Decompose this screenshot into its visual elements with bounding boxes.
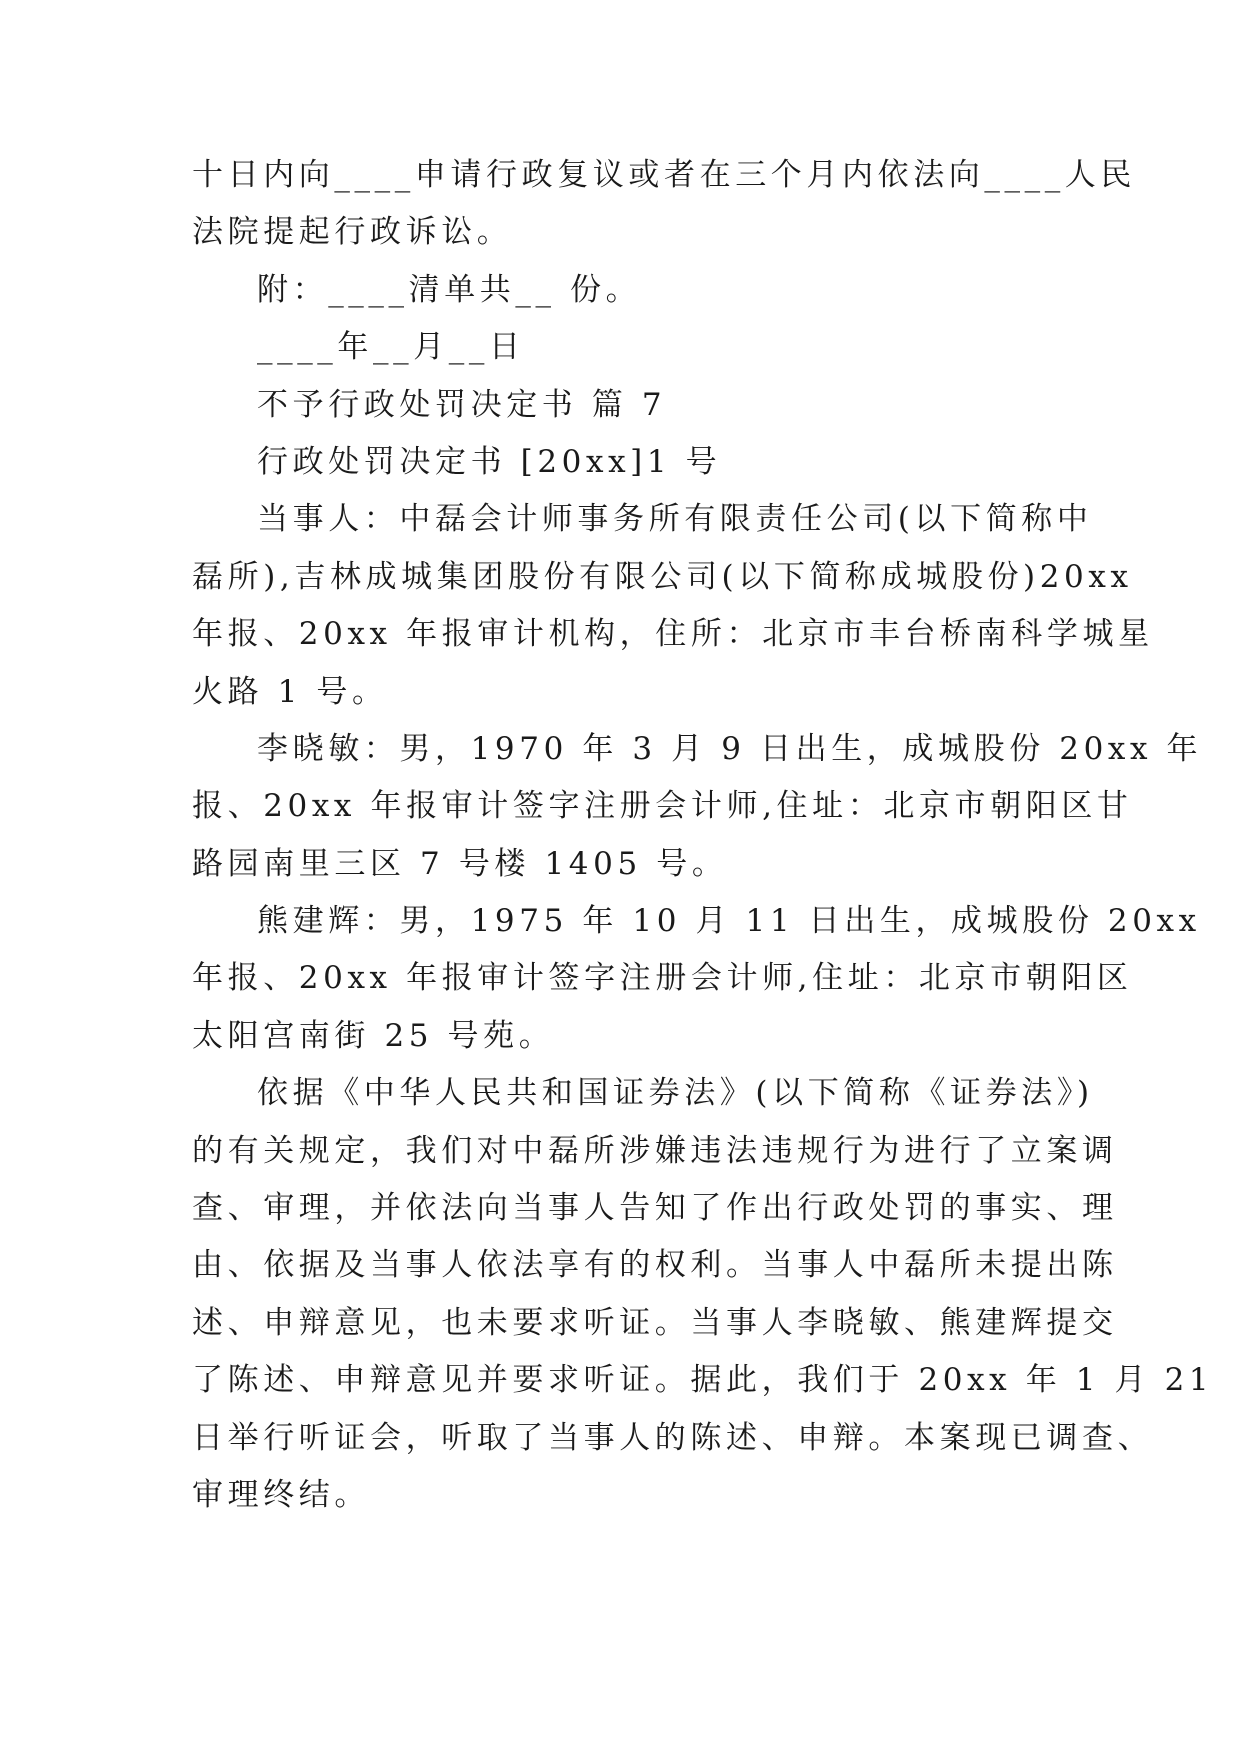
decision-number: 行政处罚决定书 [20xx]1 号 (257, 443, 722, 480)
text-line: 熊建辉：男，1975 年 10 月 11 日出生，成城股份 20xx (257, 903, 1201, 940)
text-line: 磊所),吉林成城集团股份有限公司(以下简称成城股份)20xx (192, 558, 1133, 595)
text-line: 李晓敏：男，1970 年 3 月 9 日出生，成城股份 20xx 年 (257, 730, 1203, 767)
attachment-line: 附：____清单共__ 份。 (257, 271, 642, 308)
text-line: 火路 1 号。 (192, 673, 388, 710)
text-line: 的有关规定，我们对中磊所涉嫌违法违规行为进行了立案调 (192, 1132, 1118, 1169)
date-line: ____年__月__日 (257, 329, 525, 366)
text-line: 报、20xx 年报审计签字注册会计师,住址：北京市朝阳区甘 (192, 788, 1133, 825)
text-line: 法院提起行政诉讼。 (192, 214, 513, 251)
text-line: 查、审理，并依法向当事人告知了作出行政处罚的事实、理 (192, 1190, 1118, 1227)
text-line: 年报、20xx 年报审计机构，住所：北京市丰台桥南科学城星 (192, 616, 1154, 653)
document-body (192, 147, 1214, 1524)
section-heading: 不予行政处罚决定书 篇 7 (257, 386, 667, 423)
text-line: 审理终结。 (192, 1476, 370, 1513)
text-line: 太阳宫南街 25 号苑。 (192, 1017, 555, 1054)
text-line: 依据《中华人民共和国证券法》(以下简称《证券法》) (257, 1075, 1094, 1112)
text-line: 当事人：中磊会计师事务所有限责任公司(以下简称中 (257, 501, 1093, 538)
text-line: 述、申辩意见，也未要求听证。当事人李晓敏、熊建辉提交 (192, 1304, 1118, 1341)
text-line: 路园南里三区 7 号楼 1405 号。 (192, 845, 728, 882)
text-line: 年报、20xx 年报审计签字注册会计师,住址：北京市朝阳区 (192, 960, 1133, 997)
text-line: 了陈述、申辩意见并要求听证。据此，我们于 20xx 年 1 月 21 (192, 1362, 1214, 1399)
text-line: 十日内向____申请行政复议或者在三个月内依法向____人民 (192, 157, 1136, 193)
text-line: 日举行听证会，听取了当事人的陈述、申辩。本案现已调查、 (192, 1419, 1154, 1456)
text-line: 由、依据及当事人依法享有的权利。当事人中磊所未提出陈 (192, 1247, 1118, 1284)
